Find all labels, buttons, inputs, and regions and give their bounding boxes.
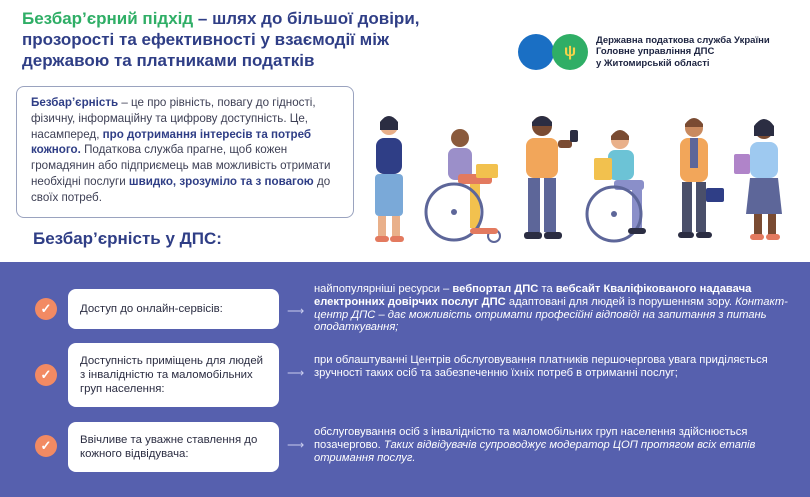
person-man-briefcase: [678, 118, 724, 238]
person-woman-document: [734, 119, 782, 240]
org-line-3: у Житомирській області: [596, 57, 710, 69]
intro-term: Безбар’єрність: [31, 96, 119, 109]
blue-circle-icon: [518, 34, 554, 70]
feature-description: найпопулярніші ресурси – вебпортал ДПС та вебсайт Кваліфікованого надавача електронних довірчих послуг ДПС адаптовані для людей із порушенням зору. Контакт-центр ДПС – дає можливість отримати професійні відповіді на запитання з питань оподаткування;: [314, 283, 788, 334]
arrow-icon: ⟶: [287, 438, 305, 452]
feature-label: Доступність приміщень для людей з інвалідністю та маломобільних груп населення:: [68, 343, 279, 407]
arrow-icon: ⟶: [287, 304, 305, 318]
person-man-phone: [524, 116, 578, 239]
feature-label: Доступ до онлайн-сервісів:: [68, 289, 279, 329]
page-title: [22, 8, 462, 71]
intro-box: [16, 86, 354, 218]
org-line-2: Головне управління ДПС: [596, 46, 715, 58]
intro-text-3: до своїх потреб.: [31, 174, 331, 204]
org-line-1: Державна податкова служба України: [596, 34, 770, 46]
intro-bold-1: про дотримання інтересів та потреб кожного.: [31, 127, 312, 157]
intro-text-2: Податкова служба прагне, щоб кожен громадянин або підприємець мав можливість отримати необхідні послуги: [31, 143, 331, 188]
feature-description: обслуговування осіб з інвалідністю та маломобільних груп населення здійснюється позачергово. Таких відвідувачів супроводжує модератор ЦОП протягом всіх етапів отримання послуг.: [314, 426, 756, 464]
person-wheelchair-laptop: [426, 129, 500, 242]
title-rest: – шлях до більшої довіри, прозорості та ефективності у взаємодії між державою та платниками податків: [22, 9, 420, 70]
trident-emblem-icon: ψ: [552, 34, 588, 70]
intro-text-1: – це про рівність, повагу до гідності, фізичну, інформаційну та цифрову доступність. Це, насамперед,: [31, 96, 316, 141]
organization-name: [596, 35, 770, 70]
intro-bold-2: швидко, зрозуміло та з повагою: [128, 174, 314, 188]
section-title: Безбар’єрність у ДПС:: [33, 229, 222, 248]
check-icon: ✓: [35, 364, 57, 386]
check-icon: ✓: [35, 298, 57, 320]
person-wheelchair-folder: [587, 130, 646, 241]
title-accent: Безбар’єрний підхід: [22, 9, 194, 28]
check-icon: ✓: [35, 435, 57, 457]
feature-label: Ввічливе та уважне ставлення до кожного відвідувача:: [68, 422, 279, 472]
feature-description: при облаштуванні Центрів обслуговування платників першочергова увага приділяється зручності таких осіб та забезпеченню їхніх потреб в отриманні послуг;: [314, 354, 768, 379]
person-standing-woman: [375, 116, 404, 242]
organization-logo: [518, 28, 770, 76]
people-illustration: [362, 108, 792, 248]
arrow-icon: ⟶: [287, 366, 305, 380]
